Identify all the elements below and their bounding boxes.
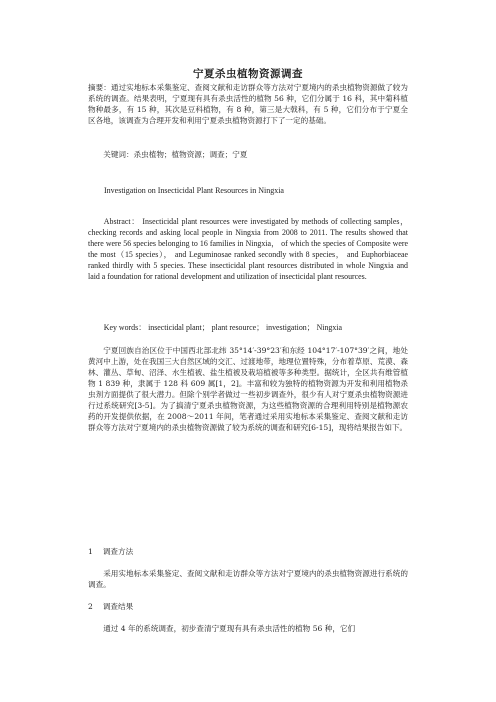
section-2-text: 通过 4 年的系统调查，初步查清宁夏现有具有杀虫活性的植物 56 种，它们	[103, 624, 356, 633]
keywords-cn: 关键词：杀虫植物；植物资源；调查；宁夏	[103, 150, 248, 159]
section-1-number: 1	[88, 547, 93, 556]
paper-title: 宁夏杀虫植物资源调查	[193, 68, 303, 80]
section-2-number: 2	[88, 602, 93, 611]
section-1-heading	[88, 546, 133, 557]
abstract-en: Abstract： Insecticidal plant resources were investigated by methods of collecting samples， checking records and asking local people in Ningxia from 2008 to 2011. The results showed that there were 56 species belonging to 16 families in Ningxia， of which the species of Composite were the most（15 species）， and Leguminosae ranked secondly with 8 species， and Euphorbiaceae ranked thirdly with 5 species. These insecticidal plant resources distributed in whole Ningxia and laid a foundation for rational development and utilization of insecticidal plant resources.	[88, 217, 408, 281]
section-1-text: 采用实地标本采集鉴定、查阅文献和走访群众等方法对宁夏境内的杀虫植物资源进行系统的调查。	[88, 569, 408, 589]
section-2-title: 调查结果	[102, 602, 134, 611]
keywords-en: Key words： insecticidal plant； plant resource； investigation； Ningxia	[103, 323, 342, 332]
abstract-cn: 摘要：通过实地标本采集鉴定、查阅文献和走访群众等方法对宁夏境内的杀虫植物资源做了较为系统的调查。结果表明，宁夏现有具有杀虫活性的植物 56 种，它们分属于 16 科，其中菊科植物种最多，有 15 种，其次是豆科植物，有 8 种，第三是大戟科，有 5 种，它们分布于宁夏全区各地，该调查为合理开发和利用宁夏杀虫植物资源打下了一定的基础。	[88, 83, 408, 125]
section-1-title: 调查方法	[102, 547, 134, 556]
section-2-heading	[88, 601, 133, 612]
intro-paragraph: 宁夏回族自治区位于中国西北部北纬 35°14′-39°23′和东经 104°17′-107°39′之间，地处黄河中上游，处在我国三大自然区域的交汇、过渡地带，地理位置特殊，分布着草原、荒漠、森林、灌丛、草甸、沼泽、水生植被、盐生植被及栽培植被等多种类型。据统计，全区共有维管植物 1 839 种，隶属于 128 科 609 属[1，2]。丰富和较为独特的植物资源为开发和利用植物杀虫剂方面提供了很大潜力。但除个别学者做过一些初步调查外，很少有人对宁夏杀虫植物资源进行过系统研究[3-5]。为了搞清宁夏杀虫植物资源，为这些植物资源的合理利用特别是植物源农药的开发提供依据，在 2008～2011 年间，笔者通过采用实地标本采集鉴定、查阅文献和走访群众等方法对宁夏境内的杀虫植物资源做了较为系统的调查和研究[6-15]，现将结果报告如下。	[88, 346, 408, 432]
english-title: Investigation on Insecticidal Plant Resources in Ningxia	[104, 186, 284, 195]
